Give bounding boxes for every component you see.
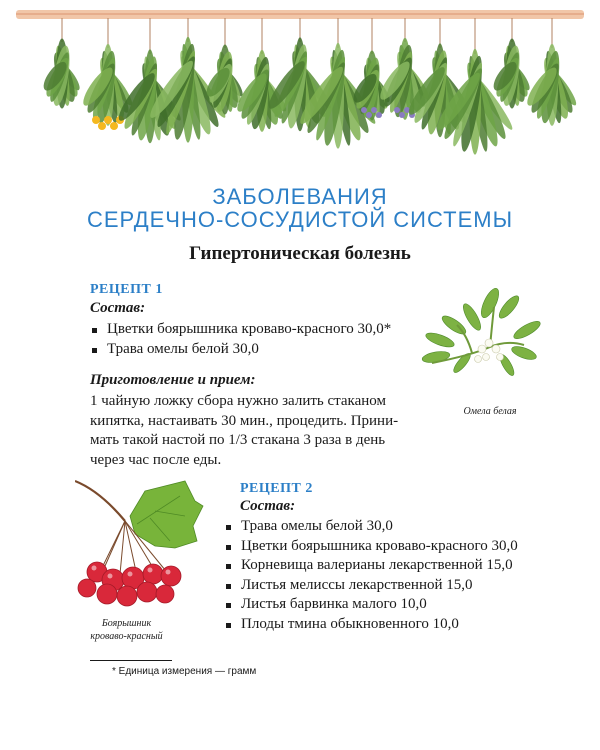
herb-bundle (39, 18, 82, 109)
recipe2-heading: РЕЦЕПТ 2 (240, 481, 313, 496)
hanging-herbs-illustration (0, 0, 600, 160)
list-item: Трава омелы белой 30,0 (224, 517, 518, 537)
footnote: * Единица измерения — грамм (112, 666, 257, 677)
list-item: Цветки боярышника кроваво-красного 30,0 (224, 537, 518, 557)
herb-bundle (489, 18, 532, 109)
recipe2-composition-label: Состав: (240, 498, 296, 514)
prep-line: кипятка, настаивать 30 мин., процедить. Прини- (90, 412, 399, 429)
section-title-line2: СЕРДЕЧНО-СОСУДИСТОЙ СИСТЕМЫ (86, 207, 514, 232)
recipe1-prep-text (90, 392, 420, 470)
hawthorn-caption-line2: кроваво-красный (90, 631, 163, 642)
prep-line: через час после еды. (90, 451, 222, 468)
list-item: Цветки боярышника кроваво-красного 30,0* (90, 320, 391, 340)
list-item: Трава омелы белой 30,0 (90, 340, 391, 360)
mistletoe-caption: Омела белая (463, 406, 517, 417)
mistletoe-illustration (412, 285, 547, 400)
list-item: Плоды тмина обыкновенного 10,0 (224, 615, 518, 635)
disease-subtitle: Гипертоническая болезнь (189, 243, 411, 264)
hawthorn-illustration (75, 476, 205, 611)
footnote-divider (90, 660, 172, 661)
list-item: Листья барвинка малого 10,0 (224, 595, 518, 615)
herb-bundle (523, 18, 580, 126)
list-item: Листья мелиссы лекарственной 15,0 (224, 576, 518, 596)
hawthorn-caption (74, 617, 179, 643)
recipe1-prep-label: Приготовление и прием: (90, 372, 256, 388)
list-item: Корневища валерианы лекарственной 15,0 (224, 556, 518, 576)
recipe1-heading: РЕЦЕПТ 1 (90, 282, 163, 297)
herb-bundle (233, 18, 290, 132)
hawthorn-caption-line1: Боярышник (101, 618, 152, 629)
section-title-line1: ЗАБОЛЕВАНИЯ (212, 184, 388, 209)
recipe1-ingredient-list (90, 320, 391, 359)
recipe1-composition-label: Состав: (90, 300, 146, 316)
recipe2-ingredient-list (224, 517, 518, 634)
prep-line: мать такой настой по 1/3 стакана 3 раза в день (90, 432, 386, 448)
prep-line: 1 чайную ложку сбора нужно залить стаканом (90, 393, 386, 409)
